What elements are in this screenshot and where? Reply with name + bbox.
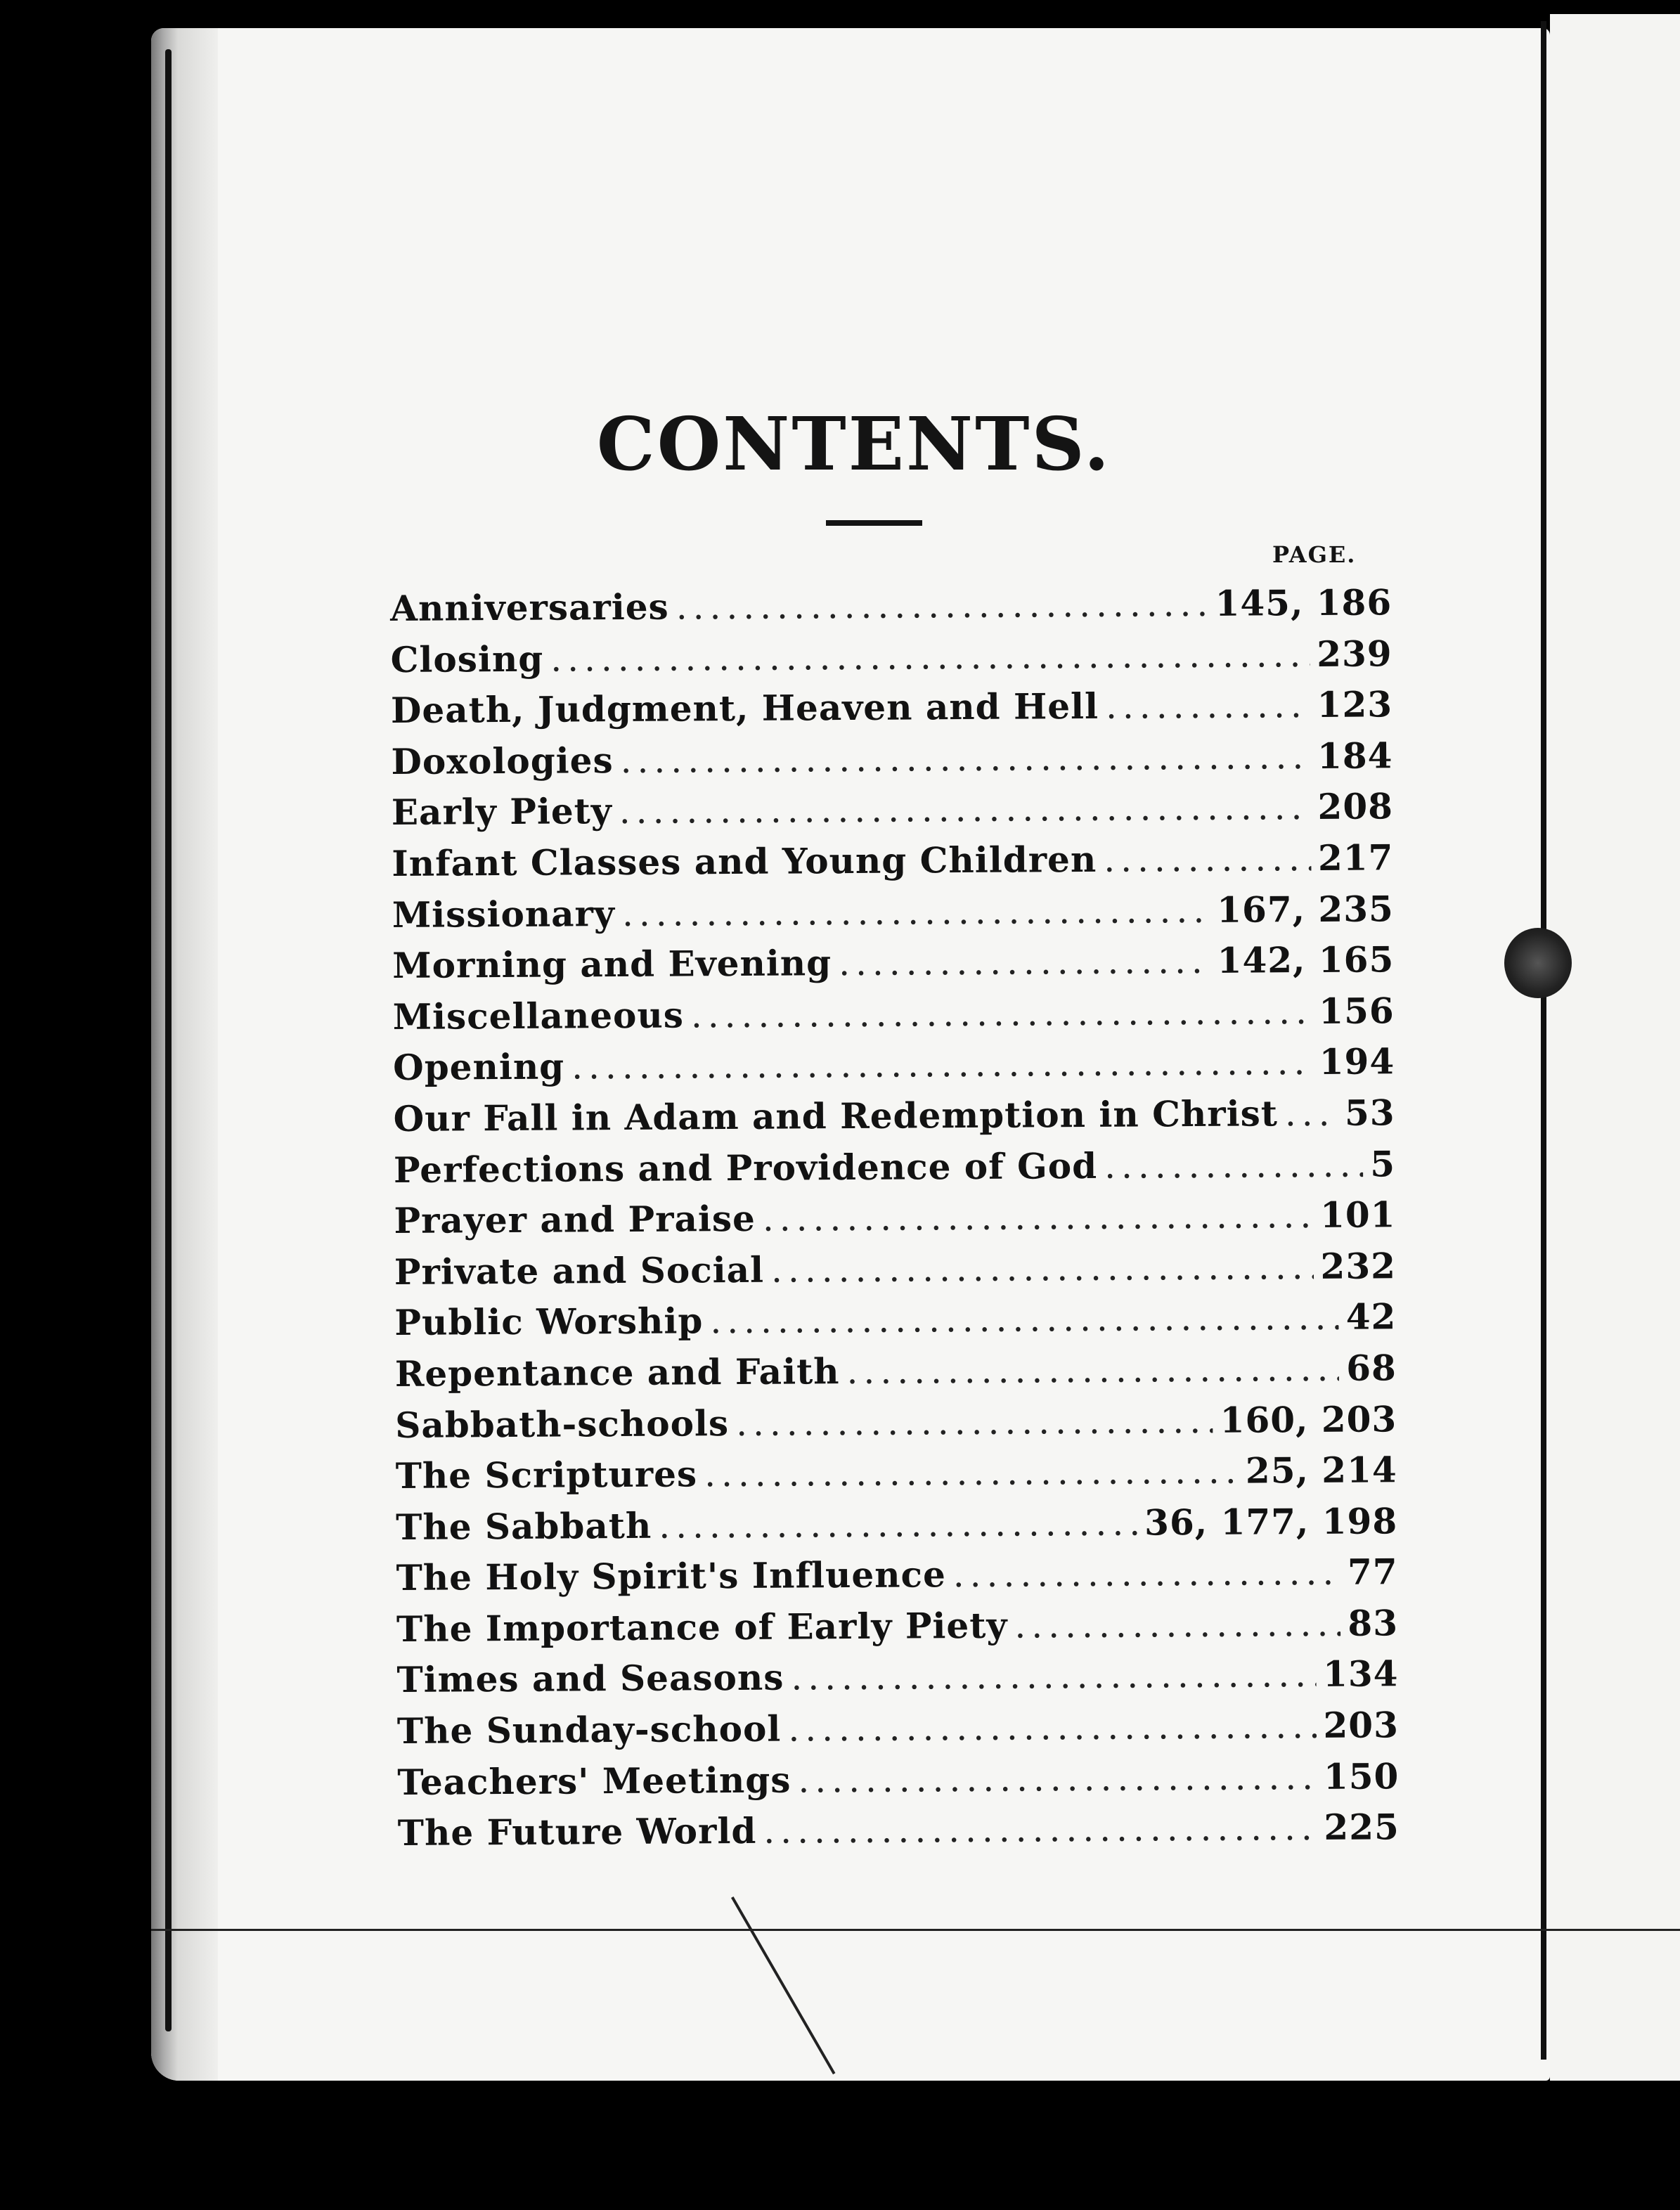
contents-entry (397, 1704, 1399, 1761)
leader-dots (736, 1400, 1213, 1443)
contents-entry (394, 1245, 1396, 1302)
entry-page-numbers: 239 (1317, 632, 1393, 675)
leader-dots (771, 1246, 1314, 1291)
leader-dots (839, 941, 1210, 983)
entry-title: Public Worship (394, 1300, 704, 1344)
ink-blot (1504, 928, 1572, 998)
contents-entry (390, 633, 1392, 690)
entry-title: Our Fall in Adam and Redemption in Christ (393, 1092, 1279, 1139)
entry-title: Anniversaries (390, 586, 669, 629)
entry-page-numbers: 134 (1322, 1653, 1399, 1695)
entry-title: Infant Classes and Young Children (392, 838, 1097, 884)
entry-title: Morning and Evening (392, 942, 832, 987)
leader-dots (763, 1807, 1317, 1852)
page-column-label: PAGE. (1272, 541, 1357, 568)
entry-page-numbers: 160, 203 (1220, 1397, 1397, 1441)
contents-entry (392, 888, 1394, 945)
contents-entry (397, 1755, 1399, 1812)
contents-entry (395, 1347, 1397, 1404)
contents-entry (392, 836, 1393, 893)
contents-entry (391, 735, 1393, 791)
entry-title: The Sunday-school (396, 1707, 782, 1752)
contents-entry (393, 1092, 1395, 1149)
page-fold-line (1541, 21, 1546, 2060)
entry-page-numbers: 123 (1317, 683, 1393, 726)
leader-dots (1104, 838, 1311, 880)
entry-title: The Importance of Early Piety (396, 1604, 1008, 1650)
entry-page-numbers: 145, 186 (1215, 581, 1393, 624)
leader-dots (710, 1297, 1339, 1341)
entry-title: The Future World (397, 1810, 757, 1854)
entry-page-numbers: 5 (1370, 1142, 1396, 1185)
contents-entry (391, 683, 1393, 740)
leader-dots (788, 1705, 1317, 1750)
entry-page-numbers: 101 (1319, 1194, 1396, 1236)
entry-title: Closing (390, 638, 544, 680)
entry-title: Opening (392, 1045, 565, 1089)
contents-entry (392, 938, 1394, 995)
leader-dots (846, 1348, 1339, 1392)
entry-page-numbers: 232 (1320, 1244, 1397, 1287)
entry-title: Teachers' Meetings (397, 1759, 791, 1803)
entry-page-numbers: 83 (1348, 1602, 1399, 1644)
leader-dots (619, 787, 1311, 832)
entry-page-numbers: 77 (1347, 1551, 1398, 1593)
leader-dots (1104, 1144, 1364, 1186)
entry-title: The Scriptures (395, 1453, 698, 1497)
entry-title: Times and Seasons (396, 1657, 784, 1701)
page-edge (151, 28, 218, 2081)
leader-dots (1014, 1603, 1340, 1646)
entry-page-numbers: 208 (1317, 785, 1394, 828)
contents-entry (396, 1449, 1397, 1506)
entry-page-numbers: 194 (1319, 1040, 1395, 1083)
entry-title: Early Piety (391, 790, 612, 834)
contents-entry (396, 1602, 1398, 1659)
entry-title: Perfections and Providence of God (393, 1144, 1098, 1191)
contents-entry (394, 1194, 1395, 1251)
entry-title: Doxologies (391, 739, 614, 782)
entry-page-numbers: 225 (1324, 1806, 1400, 1849)
leader-dots (791, 1654, 1316, 1698)
contents-entry (394, 1296, 1396, 1353)
scan-background (0, 2081, 1680, 2210)
contents-entry (394, 1143, 1395, 1200)
contents-entry (396, 1500, 1397, 1557)
entry-page-numbers: 42 (1345, 1295, 1397, 1338)
contents-entry (390, 581, 1392, 638)
entry-title: Missionary (392, 892, 616, 936)
leader-dots (659, 1502, 1137, 1546)
entry-page-numbers: 203 (1323, 1704, 1400, 1746)
entry-title: Death, Judgment, Heaven and Hell (390, 685, 1099, 732)
entry-title: Prayer and Praise (394, 1197, 756, 1242)
leader-dots (953, 1552, 1341, 1595)
leader-dots (1285, 1093, 1338, 1134)
entry-page-numbers: 167, 235 (1217, 887, 1394, 931)
leader-dots (763, 1195, 1314, 1239)
leader-dots (798, 1757, 1317, 1801)
leader-dots (571, 1042, 1312, 1087)
contents-entry (393, 990, 1395, 1047)
contents-entry (393, 1041, 1395, 1098)
contents-entry (396, 1653, 1398, 1710)
entry-title: The Sabbath (395, 1504, 652, 1548)
entry-page-numbers: 53 (1344, 1092, 1395, 1134)
leader-dots (620, 736, 1310, 781)
entry-title: Miscellaneous (392, 994, 685, 1038)
contents-entry (392, 786, 1393, 843)
leader-dots (1106, 685, 1310, 727)
contents-entry (398, 1807, 1400, 1863)
leader-dots (704, 1451, 1239, 1495)
entry-page-numbers: 142, 165 (1217, 938, 1395, 981)
entry-title: The Holy Spirit's Influence (396, 1553, 946, 1599)
title-divider (826, 520, 922, 526)
leader-dots (622, 889, 1210, 933)
entry-title: Private and Social (394, 1248, 765, 1293)
scan-line (151, 1929, 1680, 1931)
page-title: CONTENTS. (596, 401, 1112, 487)
entry-title: Sabbath-schools (395, 1402, 730, 1446)
contents-entry (396, 1551, 1397, 1608)
entry-page-numbers: 184 (1317, 735, 1393, 777)
leader-dots (691, 991, 1312, 1035)
contents-entry (395, 1398, 1397, 1455)
entry-page-numbers: 36, 177, 198 (1144, 1499, 1398, 1544)
entry-page-numbers: 25, 214 (1245, 1449, 1397, 1492)
contents-list (390, 581, 1400, 1863)
leader-dots (550, 634, 1310, 680)
binding-edge (165, 49, 172, 2031)
entry-page-numbers: 217 (1317, 836, 1394, 879)
entry-page-numbers: 156 (1319, 990, 1395, 1032)
facing-page-edge (1550, 14, 1680, 2081)
leader-dots (676, 583, 1208, 628)
entry-page-numbers: 68 (1346, 1347, 1397, 1389)
entry-page-numbers: 150 (1323, 1755, 1400, 1797)
entry-title: Repentance and Faith (394, 1350, 840, 1395)
